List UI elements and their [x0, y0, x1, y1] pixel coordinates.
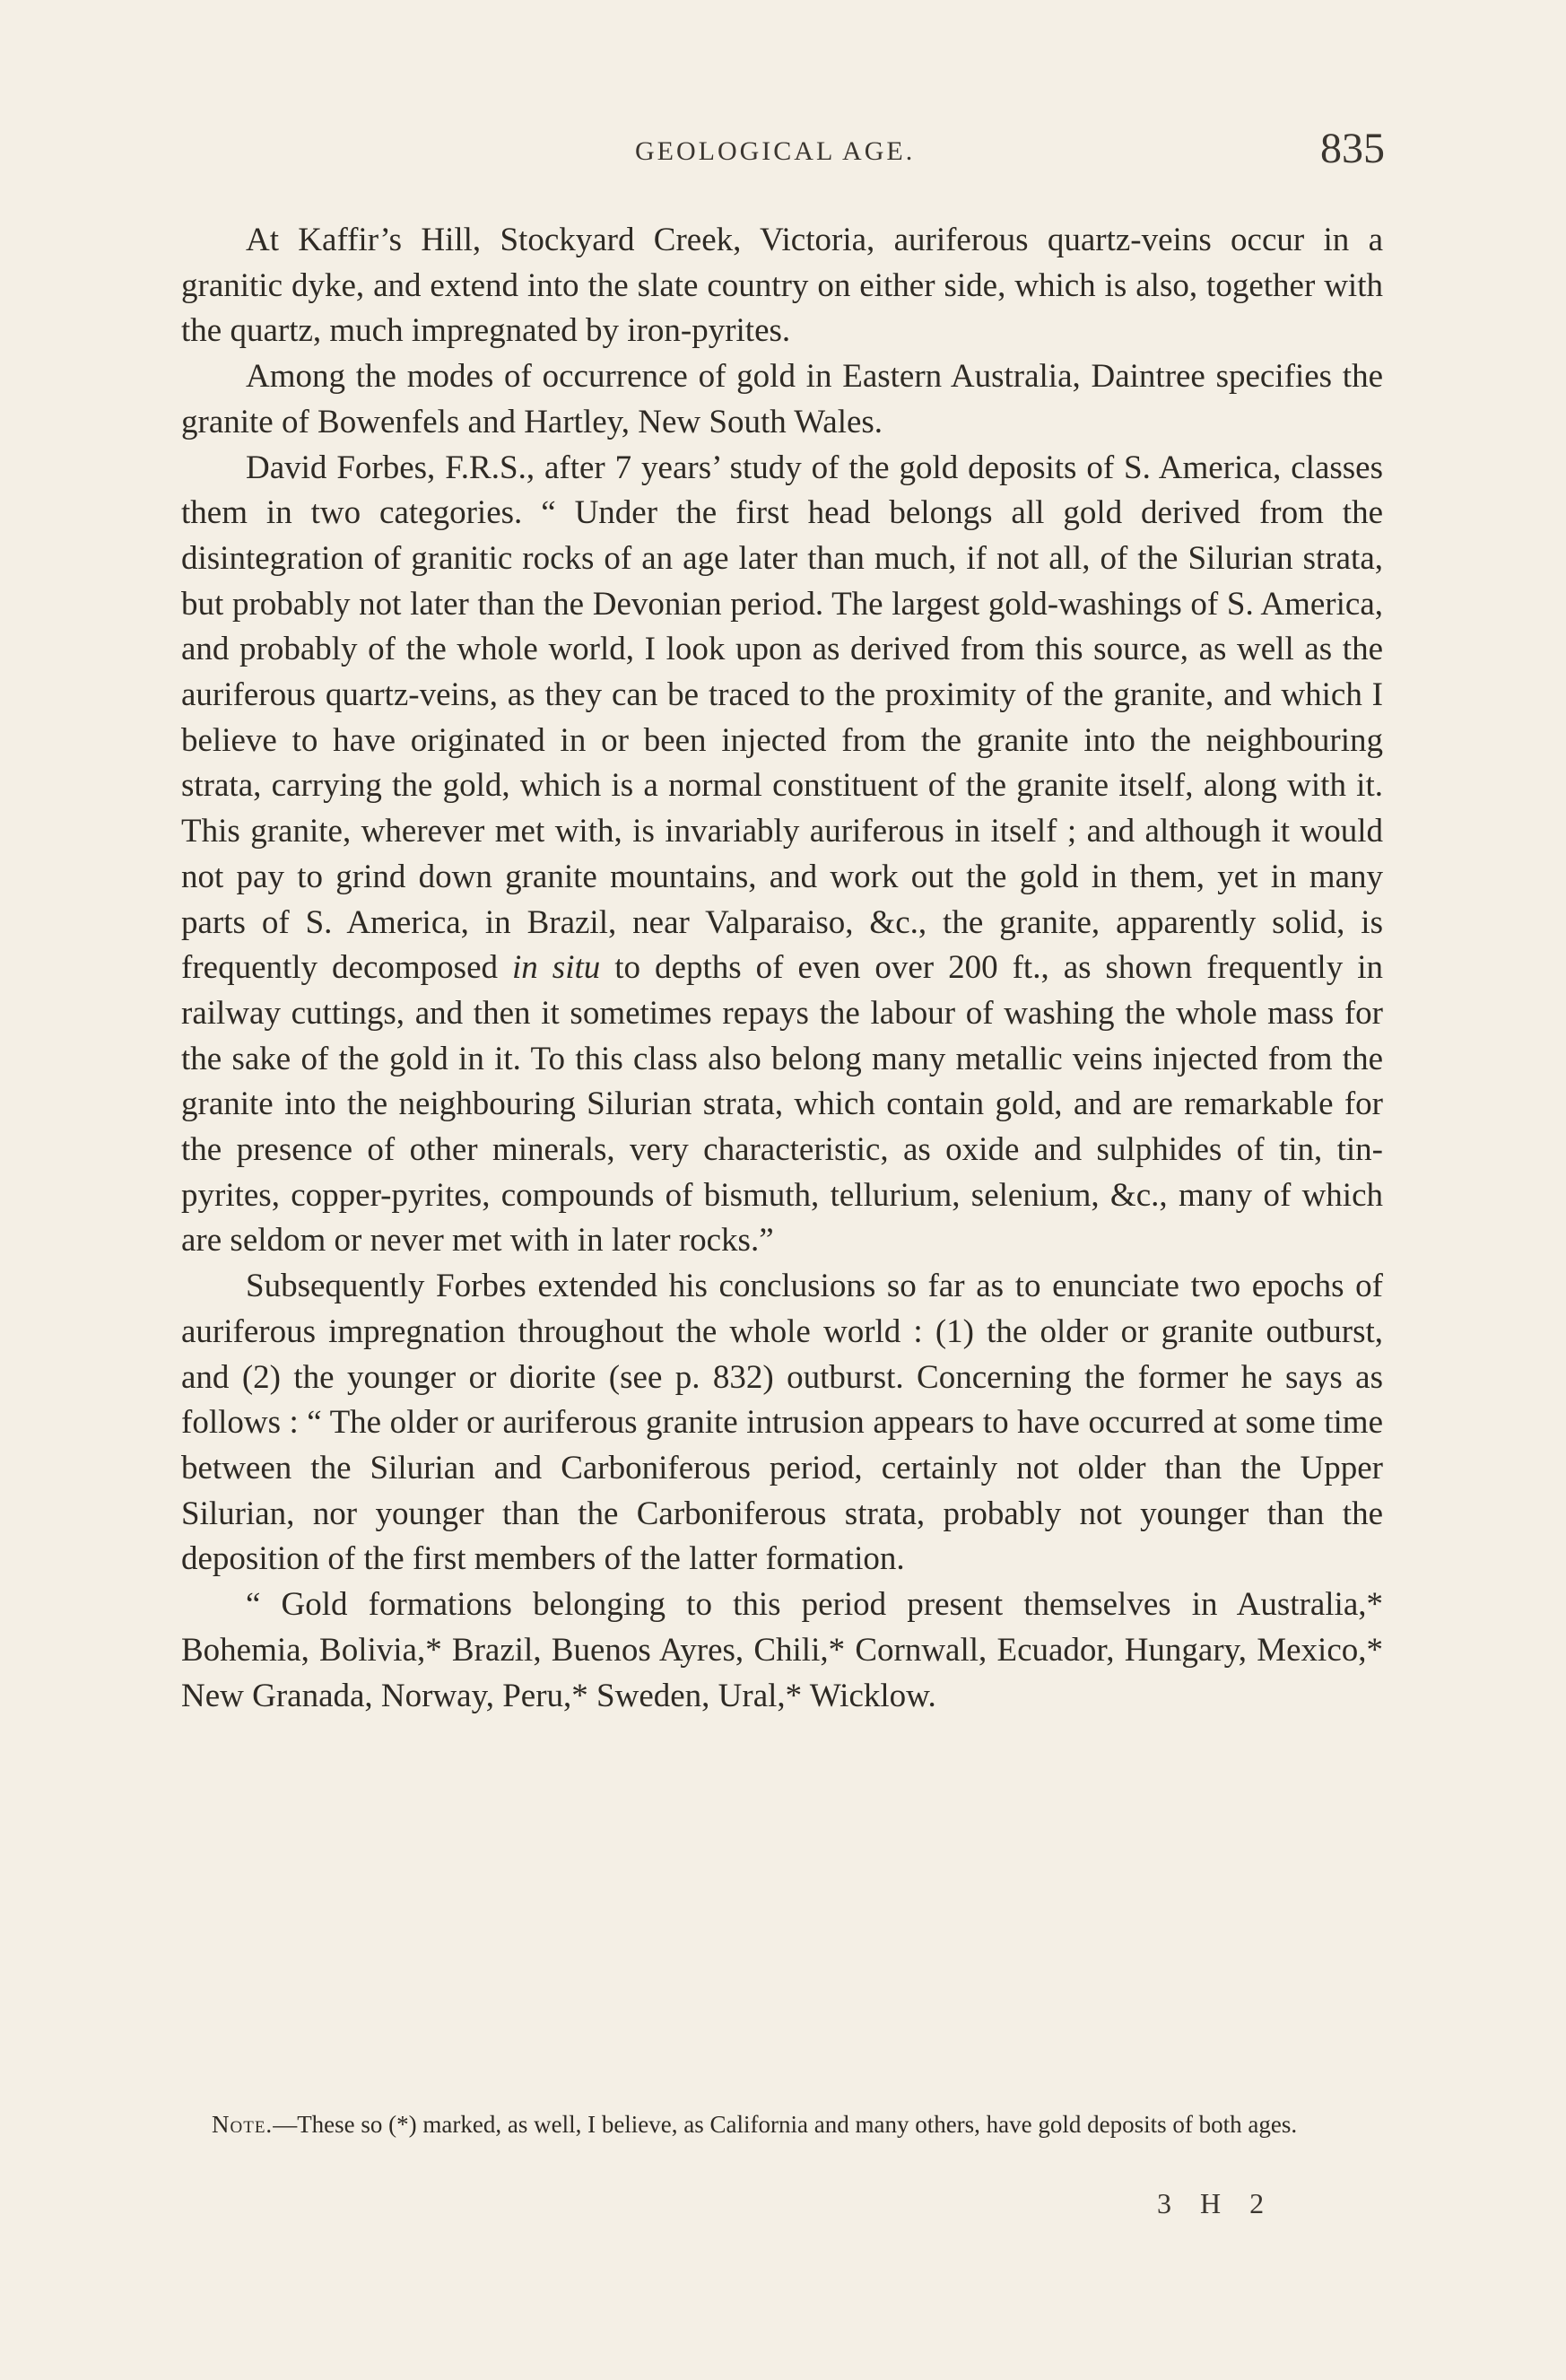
footnote [170, 2107, 1383, 2142]
paragraph-david-forbes [181, 446, 1383, 1265]
body-text [181, 218, 1383, 1719]
running-title: GEOLOGICAL AGE. [635, 136, 916, 166]
note-text: —These so (*) marked, as well, I believe, as California and many others, have gold deposits of both ages. [273, 2111, 1298, 2138]
paragraph-eastern-australia: Among the modes of occurrence of gold in Eastern Australia, Daintree specifies the granite of Bowenfels and Hartley, New South Wales. [181, 358, 1383, 440]
italic-in-situ: in situ [512, 949, 601, 987]
paragraph-forbes-part-2: to depths of even over 200 ft., as shown frequently in railway cuttings, and then it sometimes repays the labour of washing the whole mass for the sake of the gold in it. To this class also belong many metallic veins injected from the granite into the neighbouring Silurian strata, which contain gold, and are remarkable for the presence of other minerals, very characteristic, as oxide and sulphides of tin, tin-pyrites, copper-pyrites, compounds of bismuth, tellurium, selenium, &c., many of which are seldom or never met with in later rocks.” [181, 949, 1383, 1260]
paragraph-kaffirs-hill: At Kaffir’s Hill, Stockyard Creek, Victoria, auriferous quartz-veins occur in a granitic dyke, and extend into the slate country on either side, which is also, together with the quartz, much impregnated by iron-pyrites. [181, 222, 1383, 350]
paragraph-gold-formations: “ Gold formations belonging to this period present themselves in Australia,* Bohemia, Bolivia,* Brazil, Buenos Ayres, Chili,* Cornwall, Ecuador, Hungary, Mexico,* New Granada, Norway, Peru,* Sweden, Ural,* Wicklow. [181, 1586, 1383, 1714]
note-label: Note. [212, 2111, 274, 2138]
signature-mark: 3 H 2 [1157, 2187, 1275, 2219]
page-number: 835 [1320, 125, 1385, 172]
paragraph-subsequently: Subsequently Forbes extended his conclusions so far as to enunciate two epochs of auriferous impregnation throughout the whole world : (1) the older or granite outburst, and (2) the younger or diorite (see p. 832) outburst. Concerning the former he says as follows : “ The older or auriferous granite intrusion appears to have occurred at some time between the Silurian and Carboniferous period, certainly not older than the Upper Silurian, nor younger than the Carboniferous strata, probably not younger than the deposition of the first members of the latter formation. [181, 1268, 1383, 1578]
paragraph-forbes-part-1: David Forbes, F.R.S., after 7 years’ study of the gold deposits of S. America, classes them in two categories. “ Under the first head belongs all gold derived from the disintegration of granitic rocks of an age later than much, if not all, of the Silurian strata, but probably not later than the Devonian period. The largest gold-washings of S. America, and probably of the whole world, I look upon as derived from this source, as well as the auriferous quartz-veins, as they can be traced to the proximity of the granite, and which I believe to have originated in or been injected from the granite into the neighbouring strata, carrying the gold, which is a normal constituent of the granite itself, along with it. This granite, wherever met with, is invariably auriferous in itself ; and although it would not pay to grind down granite mountains, and work out the gold in them, yet in many parts of S. America, in Brazil, near Valparaiso, &c., the granite, apparently solid, is frequently decomposed [181, 449, 1383, 987]
